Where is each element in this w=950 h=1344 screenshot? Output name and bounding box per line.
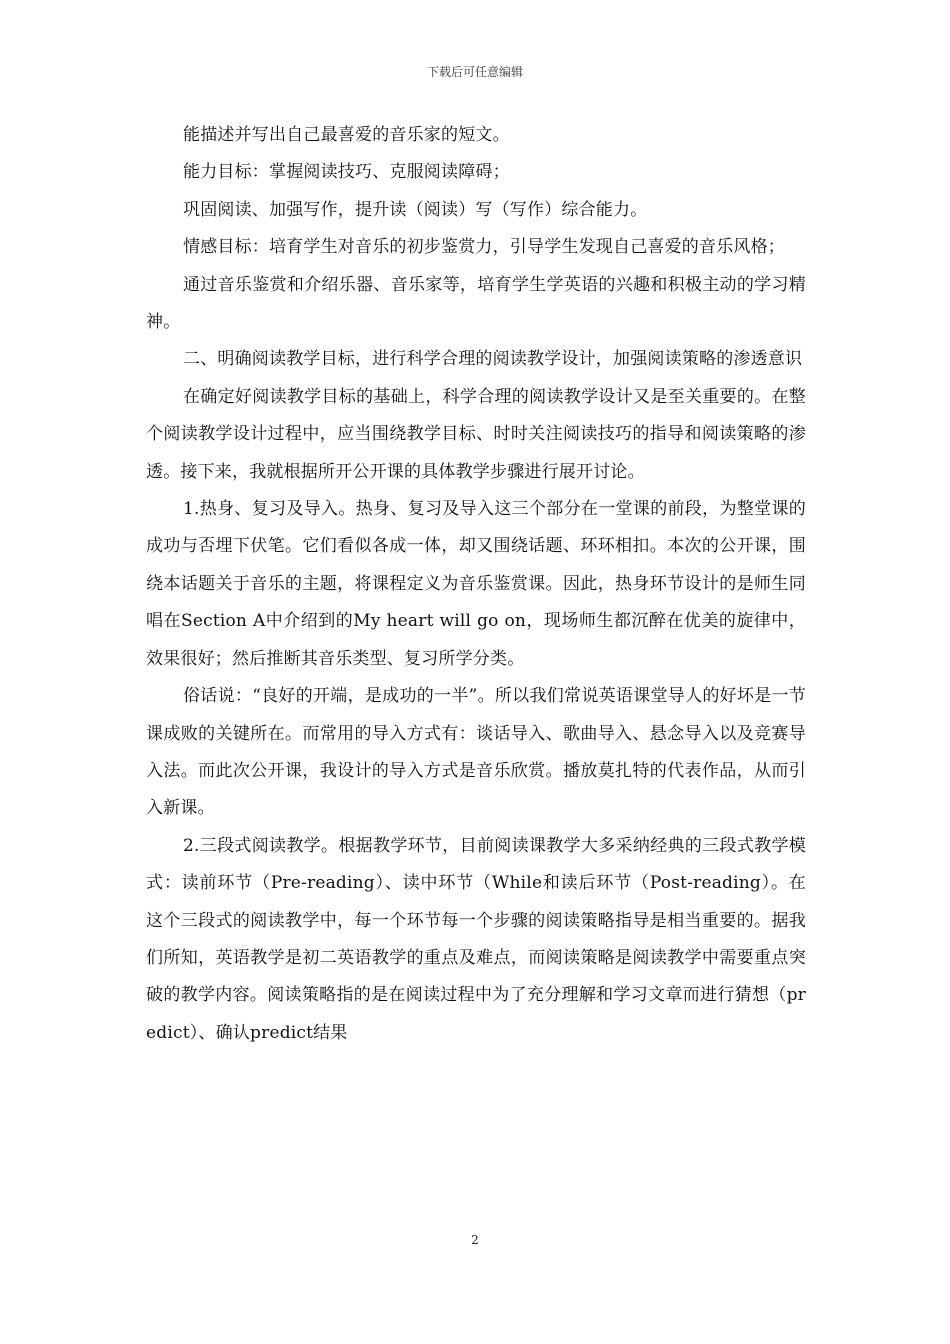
paragraph-7: 在确定好阅读教学目标的基础上，科学合理的阅读教学设计又是至关重要的。在整个阅读教学设计过程中，应当围绕教学目标、时时关注阅读技巧的指导和阅读策略的渗透。接下来，我就根据所开公开课的具体教学步骤进行展开讨论。 bbox=[146, 386, 806, 482]
paragraph-5: 通过音乐鉴赏和介绍乐器、音乐家等，培育学生学英语的兴趣和积极主动的学习精神。 bbox=[146, 274, 806, 333]
paragraph-10: 2.三段式阅读教学。根据教学环节，目前阅读课教学大多采纳经典的三段式教学模式：读前环节（Pre-reading）、读中环节（While和读后环节（Post-reading）。在这个三段式的阅读教学中，每一个环节每一个步骤的阅读策略指导是相当重要的。据我们所知，英语教学是初二英语教学的重点及难点，而阅读策略是阅读教学中需要重点突破的教学内容。阅读策略指的是在阅读过程中为了充分理解和学习文章而进行猜想（predict）、确认predict结果 bbox=[146, 835, 806, 1043]
paragraph-4: 情感目标：培育学生对音乐的初步鉴赏力，引导学生发现自己喜爱的音乐风格； bbox=[183, 237, 785, 258]
paragraph-9: 俗话说：“良好的开端，是成功的一半”。所以我们常说英语课堂导人的好坏是一节课成败的关键所在。而常用的导入方式有：谈话导入、歌曲导入、悬念导入以及竞赛导入法。而此次公开课，我设计的导入方式是音乐欣赏。播放莫扎特的代表作品，从而引入新课。 bbox=[146, 686, 806, 819]
paragraph-3: 巩固阅读、加强写作，提升读（阅读）写（写作）综合能力。 bbox=[183, 199, 648, 220]
section-heading: 二、明确阅读教学目标，进行科学合理的阅读教学设计，加强阅读策略的渗透意识 bbox=[183, 349, 803, 370]
paragraph-8: 1.热身、复习及导入。热身、复习及导入这三个部分在一堂课的前段，为整堂课的成功与否埋下伏笔。它们看似各成一体，却又围绕话题、环环相扣。本次的公开课，围绕本话题关于音乐的主题，将课程定义为音乐鉴赏课。因此，热身环节设计的是师生同唱在Section A中介绍到的My heart will go on，现场师生都沉醉在优美的旋律中，效果很好；然后推断其音乐类型、复习所学分类。 bbox=[146, 499, 806, 669]
page-number: 2 bbox=[471, 1233, 479, 1247]
paragraph-1: 能描述并写出自己最喜爱的音乐家的短文。 bbox=[183, 125, 510, 145]
page-header: 下载后可任意编辑 bbox=[426, 65, 523, 79]
document-body bbox=[146, 117, 806, 1052]
paragraph-2: 能力目标：掌握阅读技巧、克服阅读障碍； bbox=[183, 162, 510, 183]
